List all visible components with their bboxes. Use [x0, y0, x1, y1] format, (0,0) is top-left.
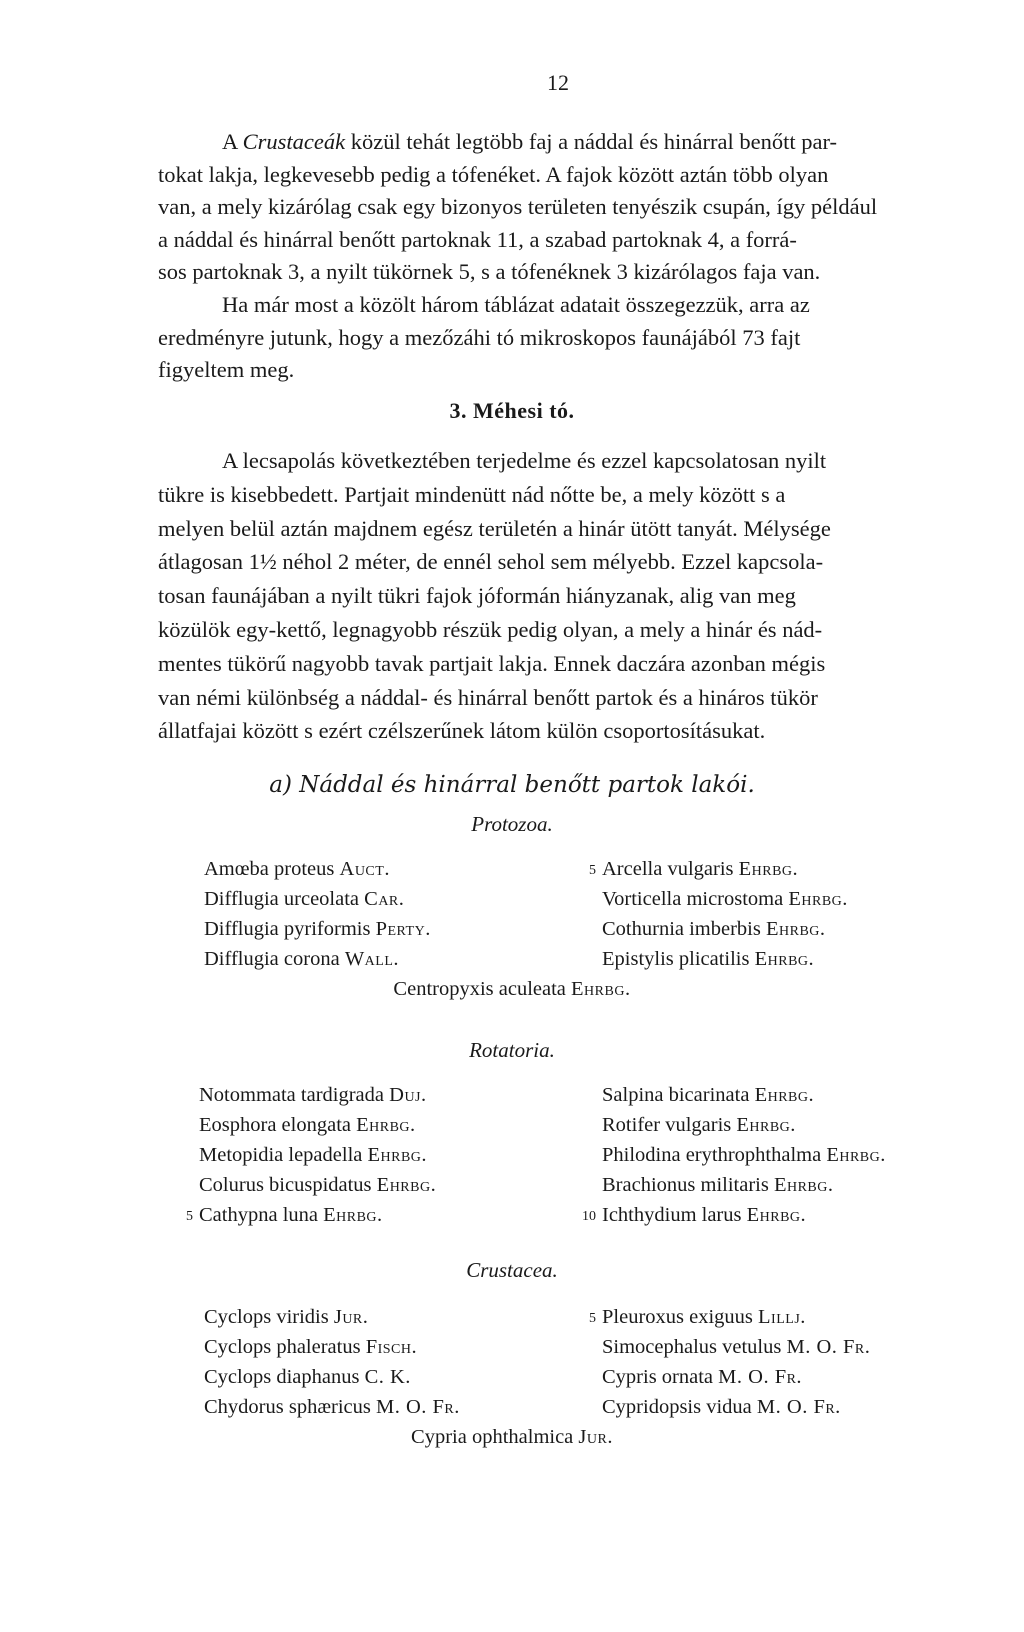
species-entry [574, 858, 798, 881]
body-line: melyen belül aztán majdnem egész területén a hinár ütött tanyát. Mélysége [158, 515, 831, 541]
intro-line: tokat lakja, legkevesebb pedig a tófenéket. A fajok között aztán több olyan [158, 161, 829, 187]
species-author: Ehrbg. [765, 918, 826, 940]
subheading: a) Náddal és hinárral benőtt partok lakói. [269, 772, 755, 798]
species-name: Brachionus militaris [602, 1174, 769, 1196]
species-name: Cypridopsis vidua [602, 1396, 752, 1418]
species-author: Ehrbg. [356, 1114, 416, 1136]
species-entry [574, 1084, 814, 1107]
species-entry [171, 1144, 427, 1167]
page-number: 12 [547, 70, 569, 95]
species-author: Auct. [339, 858, 390, 880]
species-name: Colurus bicuspidatus [199, 1174, 372, 1196]
species-name: Cothurnia imberbis [602, 918, 761, 940]
species-author: Ehrbg. [736, 1114, 796, 1136]
species-author: Ehrbg. [826, 1144, 886, 1166]
body-line: állatfajai között s ezért czélszerűnek látom külön csoportosításukat. [158, 718, 766, 744]
intro-paragraph [158, 126, 948, 387]
body-line: közülök egy-kettő, legnagyobb részük pedig olyan, a mely a hinár és nád- [158, 616, 823, 642]
intro-line: sos partoknak 3, a nyilt tükörnek 5, s a tófenéknek 3 kizárólagos faja van. [158, 259, 821, 285]
body-line: átlagosan 1½ néhol 2 méter, de ennél sehol sem mélyebb. Ezzel kapcsola- [158, 549, 824, 575]
species-author: Car. [364, 888, 405, 910]
species-name: Salpina bicarinata [602, 1084, 750, 1106]
group-title-crustacea: Crustacea. [466, 1258, 558, 1282]
species-author: Jur. [333, 1306, 369, 1328]
species-entry [574, 1336, 870, 1359]
body-line: tükre is kisebbedett. Partjait mindenütt nád nőtte be, a mely között s a [158, 481, 786, 507]
species-entry [171, 1114, 416, 1137]
species-author: C. K. [364, 1366, 411, 1388]
species-name: Eosphora elongata [199, 1114, 351, 1136]
species-entry [176, 1336, 417, 1359]
species-name: Cyclops phaleratus [204, 1336, 361, 1358]
intro-line: a náddal és hinárral benőtt partoknak 11, a szabad partoknak 4, a forrá- [158, 226, 797, 252]
species-author: M. O. Fr. [718, 1366, 803, 1388]
species-entry [171, 1174, 436, 1197]
section-heading: 3. Méhesi tó. [449, 398, 575, 423]
intro-line: van, a mely kizárólag csak egy bizonyos területen tenyészik csupán, így például [158, 194, 878, 220]
species-name: Metopidia lepadella [199, 1144, 363, 1166]
species-author: Ehrbg. [367, 1144, 428, 1166]
species-entry [171, 1084, 427, 1107]
species-entry [574, 1204, 806, 1227]
species-entry [574, 1396, 841, 1419]
species-author: M. O. Fr. [756, 1396, 841, 1418]
species-name: Difflugia pyriformis [204, 918, 371, 940]
species-author: Ehrbg. [376, 1174, 437, 1196]
species-name: Centropyxis aculeata [393, 978, 566, 1000]
species-author: Ehrbg. [788, 888, 848, 910]
intro-line-text: A [222, 129, 243, 154]
species-author: Ehrbg. [571, 978, 631, 1000]
species-name: Epistylis plicatilis [602, 948, 750, 970]
species-entry [176, 948, 399, 971]
emphasis-crustacea: Crustaceák [242, 129, 346, 154]
species-entry [176, 888, 404, 911]
intro-line: eredményre jutunk, hogy a mezőzáhi tó mikroskopos faunájából 73 fajt [158, 324, 801, 350]
species-entry [176, 918, 431, 941]
body-line: mentes tükörű nagyobb tavak partjait lakja. Ennek daczára azonban mégis [158, 650, 826, 676]
species-entry [574, 918, 826, 941]
species-name: Notommata tardigrada [199, 1084, 385, 1106]
species-name: Pleuroxus exiguus [602, 1306, 753, 1328]
species-author: Duj. [389, 1084, 427, 1106]
group-title-protozoa: Protozoa. [471, 812, 553, 836]
species-author: Lillj. [758, 1306, 806, 1328]
intro-line: Ha már most a közölt három táblázat adatait összegezzük, arra az [222, 291, 810, 317]
species-entry [176, 1366, 411, 1389]
species-entry [171, 1204, 383, 1227]
species-name: Simocephalus vetulus [602, 1336, 782, 1358]
species-name: Difflugia urceolata [204, 888, 360, 910]
body-line: A lecsapolás következtében terjedelme és ezzel kapcsolatosan nyilt [222, 448, 827, 473]
species-name: Amœba proteus [204, 858, 335, 880]
species-name: Difflugia corona [204, 948, 340, 970]
species-author: Ehrbg. [773, 1174, 834, 1196]
species-name: Cyclops viridis [204, 1306, 329, 1328]
species-entry [176, 1306, 368, 1329]
species-entry [574, 948, 814, 971]
species-name: Rotifer vulgaris [602, 1114, 732, 1136]
species-entry [574, 1174, 834, 1197]
species-author: Fisch. [365, 1336, 418, 1358]
line-number: 10 [582, 1209, 596, 1224]
body-line: tosan faunájában a nyilt tükri fajok jóformán hiányzanak, alig van meg [158, 583, 796, 609]
species-name: Cyclops diaphanus [204, 1366, 360, 1388]
body-line: van némi különbség a náddal- és hinárral benőtt partok és a hináros tükör [158, 684, 818, 710]
species-name: Vorticella microstoma [602, 888, 784, 910]
line-number: 5 [589, 863, 596, 878]
species-entry [176, 858, 390, 881]
species-name: Cypria ophthalmica [411, 1426, 574, 1448]
species-entry [574, 1114, 796, 1137]
species-entry [574, 1144, 886, 1167]
species-entry [574, 1366, 802, 1389]
species-entry [574, 888, 848, 911]
species-name: Arcella vulgaris [602, 858, 734, 880]
intro-line: figyeltem meg. [158, 357, 295, 383]
species-author: Jur. [578, 1426, 613, 1448]
line-number: 5 [589, 1311, 596, 1326]
line-number: 5 [186, 1209, 193, 1224]
species-author: Wall. [344, 948, 400, 970]
species-author: Ehrbg. [754, 1084, 815, 1106]
species-author: M. O. Fr. [375, 1396, 460, 1418]
species-entry [176, 1396, 460, 1419]
species-author: Perty. [375, 918, 431, 940]
species-name: Chydorus sphæricus [204, 1396, 371, 1418]
intro-line [158, 126, 948, 159]
species-name: Cypris ornata [602, 1366, 714, 1388]
intro-line-text: közül tehát legtöbb faj a náddal és hinárral benőtt par- [345, 129, 837, 154]
species-entry [574, 1306, 806, 1329]
species-name: Philodina erythrophthalma [602, 1144, 822, 1166]
species-author: Ehrbg. [746, 1204, 807, 1226]
species-author: Ehrbg. [754, 948, 815, 970]
species-name: Ichthydium larus [602, 1204, 742, 1226]
species-entry-centered [0, 1426, 1024, 1449]
species-entry-centered [0, 978, 1024, 1001]
species-author: Ehrbg. [738, 858, 799, 880]
group-title-rotatoria: Rotatoria. [469, 1038, 555, 1062]
species-author: Ehrbg. [323, 1204, 383, 1226]
species-name: Cathypna luna [199, 1204, 318, 1226]
section-paragraph [158, 444, 948, 748]
species-author: M. O. Fr. [786, 1336, 871, 1358]
